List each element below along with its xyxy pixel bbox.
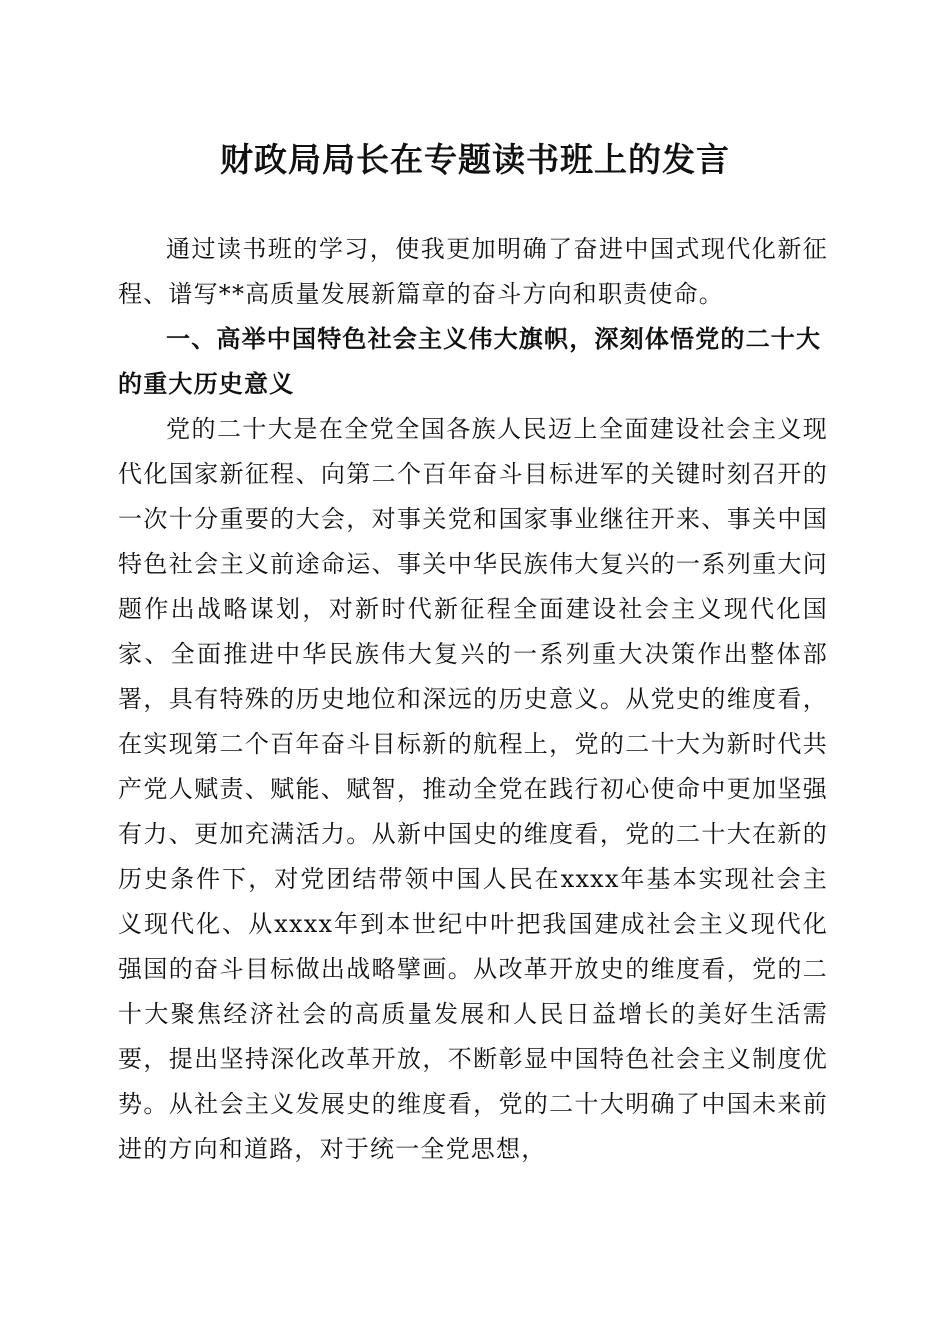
intro-paragraph: 通过读书班的学习，使我更加明确了奋进中国式现代化新征程、谱写**高质量发展新篇章的奋斗方向和职责使命。 (118, 235, 828, 308)
document-title: 财政局局长在专题读书班上的发言 (220, 140, 730, 179)
section-heading: 一、高举中国特色社会主义伟大旗帜，深刻体悟党的二十大的重大历史意义 (118, 325, 822, 398)
section-paragraph: 党的二十大是在全党全国各族人民迈上全面建设社会主义现代化国家新征程、向第二个百年奋斗目标进军的关键时刻召开的一次十分重要的大会，对事关党和国家事业继往开来、事关中国特色社会主义前途命运、事关中华民族伟大复兴的一系列重大问题作出战略谋划，对新时代新征程全面建设社会主义现代化国家、全面推进中华民族伟大复兴的一系列重大决策作出整体部署，具有特殊的历史地位和深远的历史意义。从党史的维度看，在实现第二个百年奋斗目标新的航程上，党的二十大为新时代共产党人赋责、赋能、赋智，推动全党在践行初心使命中更加坚强有力、更加充满活力。从新中国史的维度看，党的二十大在新的历史条件下，对党团结带领中国人民在xxxx年基本实现社会主义现代化、从xxxx年到本世纪中叶把我国建成社会主义现代化强国的奋斗目标做出战略擘画。从改革开放史的维度看，党的二十大聚焦经济社会的高质量发展和人民日益增长的美好生活需要，提出坚持深化改革开放，不断彰显中国特色社会主义制度优势。从社会主义发展史的维度看，党的二十大明确了中国未来前进的方向和道路，对于统一全党思想， (118, 415, 828, 1163)
document-body (118, 227, 828, 1172)
